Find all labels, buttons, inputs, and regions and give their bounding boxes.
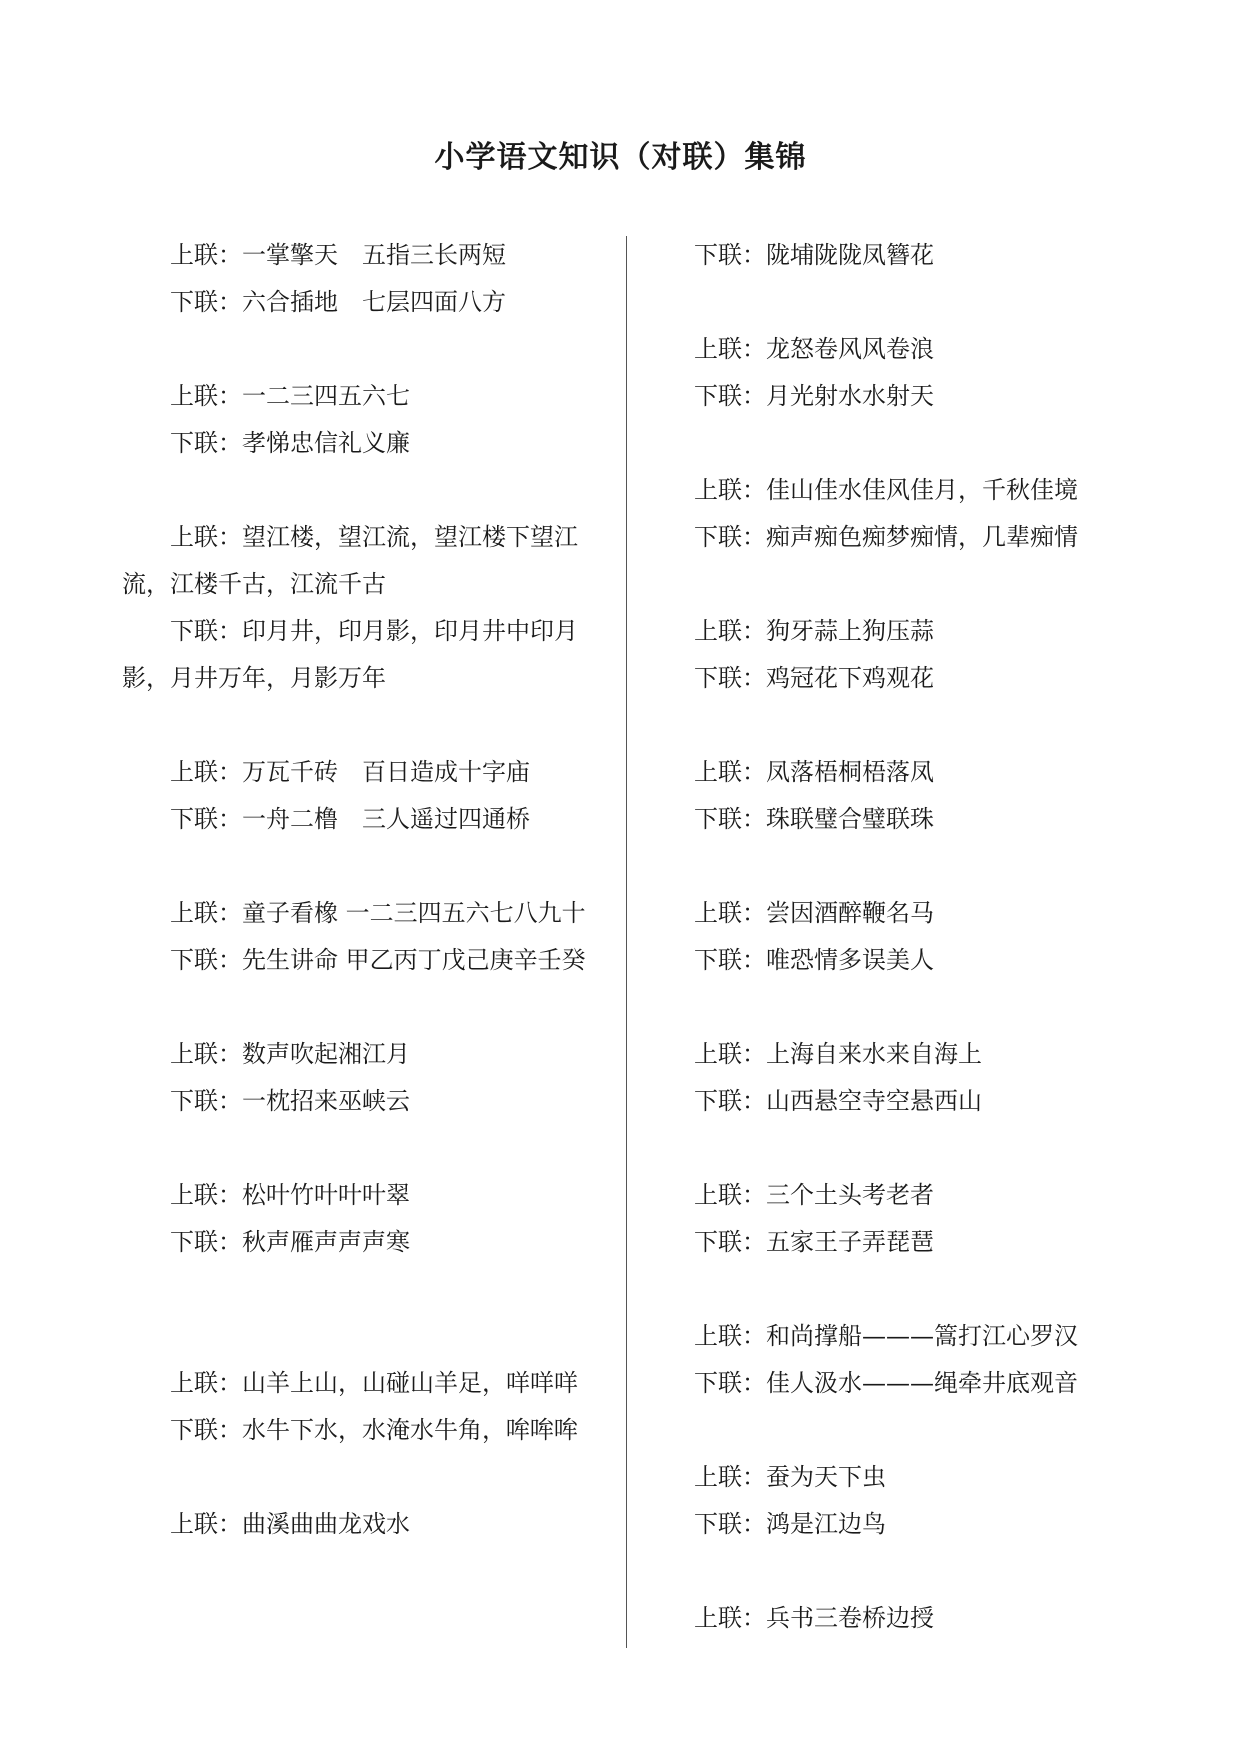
upper-line: 上联：山羊上山，山碰山羊足，咩咩咩: [170, 1369, 578, 1397]
lower-line: 下联：先生讲命 甲乙丙丁戊己庚辛壬癸: [170, 946, 586, 974]
couplet: [122, 890, 602, 984]
upper-line: 上联：佳山佳水佳风佳月，千秋佳境: [694, 476, 1078, 504]
upper-line: 上联：万瓦千砖 百日造成十字庙: [170, 758, 530, 786]
couplet: [122, 1501, 602, 1548]
couplet: [694, 1595, 1134, 1642]
lower-line: 下联：陇埔陇陇凤簪花: [694, 241, 934, 269]
upper-line: 上联：一二三四五六七: [170, 382, 410, 410]
couplet: [122, 1031, 602, 1125]
upper-line: 上联：望江楼，望江流，望江楼下望江流，江楼千古，江流千古: [122, 523, 578, 598]
lower-line: 下联：一枕招来巫峡云: [170, 1087, 410, 1115]
upper-line: 上联：松叶竹叶叶叶翠: [170, 1181, 410, 1209]
upper-line: 上联：上海自来水来自海上: [694, 1040, 982, 1068]
lower-line: 下联：印月井，印月影，印月井中印月影，月井万年，月影万年: [122, 617, 578, 692]
upper-line: 上联：尝因酒醉鞭名马: [694, 899, 934, 927]
lower-line: 下联：月光射水水射天: [694, 382, 934, 410]
couplet: [694, 749, 1134, 843]
couplet: [694, 467, 1134, 561]
upper-line: 上联：兵书三卷桥边授: [694, 1604, 934, 1632]
lower-line: 下联：六合插地 七层四面八方: [170, 288, 506, 316]
couplet: [694, 1313, 1134, 1407]
lower-line: 下联：珠联璧合璧联珠: [694, 805, 934, 833]
upper-line: 上联：凤落梧桐梧落凤: [694, 758, 934, 786]
couplet: [122, 514, 602, 702]
upper-line: 上联：三个土头考老者: [694, 1181, 934, 1209]
lower-line: 下联：五家王子弄琵琶: [694, 1228, 934, 1256]
upper-line: 上联：一掌擎天 五指三长两短: [170, 241, 506, 269]
page-title: 小学语文知识（对联）集锦: [434, 140, 807, 175]
couplet: [694, 608, 1134, 702]
lower-line: 下联：痴声痴色痴梦痴情，几辈痴情: [694, 523, 1078, 551]
couplet: [694, 326, 1134, 420]
lower-line: 下联：鸡冠花下鸡观花: [694, 664, 934, 692]
couplet: [694, 1454, 1134, 1548]
couplet: [694, 232, 1134, 279]
couplet: [122, 373, 602, 467]
lower-line: 下联：孝悌忠信礼义廉: [170, 429, 410, 457]
lower-line: 下联：一舟二橹 三人遥过四通桥: [170, 805, 530, 833]
column-divider: [626, 236, 627, 1648]
upper-line: 上联：童子看橡 一二三四五六七八九十: [170, 899, 586, 927]
couplet: [694, 1031, 1134, 1125]
upper-line: 上联：蚕为天下虫: [694, 1463, 886, 1491]
lower-line: 下联：水牛下水，水淹水牛角，哞哞哞: [170, 1416, 578, 1444]
couplet: [122, 1172, 602, 1266]
upper-line: 上联：和尚撑船———篙打江心罗汉: [694, 1322, 1078, 1350]
couplet: [122, 749, 602, 843]
left-column: [122, 232, 602, 1548]
upper-line: 上联：曲溪曲曲龙戏水: [170, 1510, 410, 1538]
upper-line: 上联：龙怒卷风风卷浪: [694, 335, 934, 363]
right-column: [694, 232, 1134, 1642]
lower-line: 下联：唯恐情多误美人: [694, 946, 934, 974]
lower-line: 下联：佳人汲水———绳牵井底观音: [694, 1369, 1078, 1397]
lower-line: 下联：鸿是江边鸟: [694, 1510, 886, 1538]
couplet: [694, 890, 1134, 984]
couplet: [694, 1172, 1134, 1266]
upper-line: 上联：数声吹起湘江月: [170, 1040, 410, 1068]
lower-line: 下联：秋声雁声声声寒: [170, 1228, 410, 1256]
lower-line: 下联：山西悬空寺空悬西山: [694, 1087, 982, 1115]
couplet: [122, 1360, 602, 1454]
upper-line: 上联：狗牙蒜上狗压蒜: [694, 617, 934, 645]
couplet: [122, 232, 602, 326]
